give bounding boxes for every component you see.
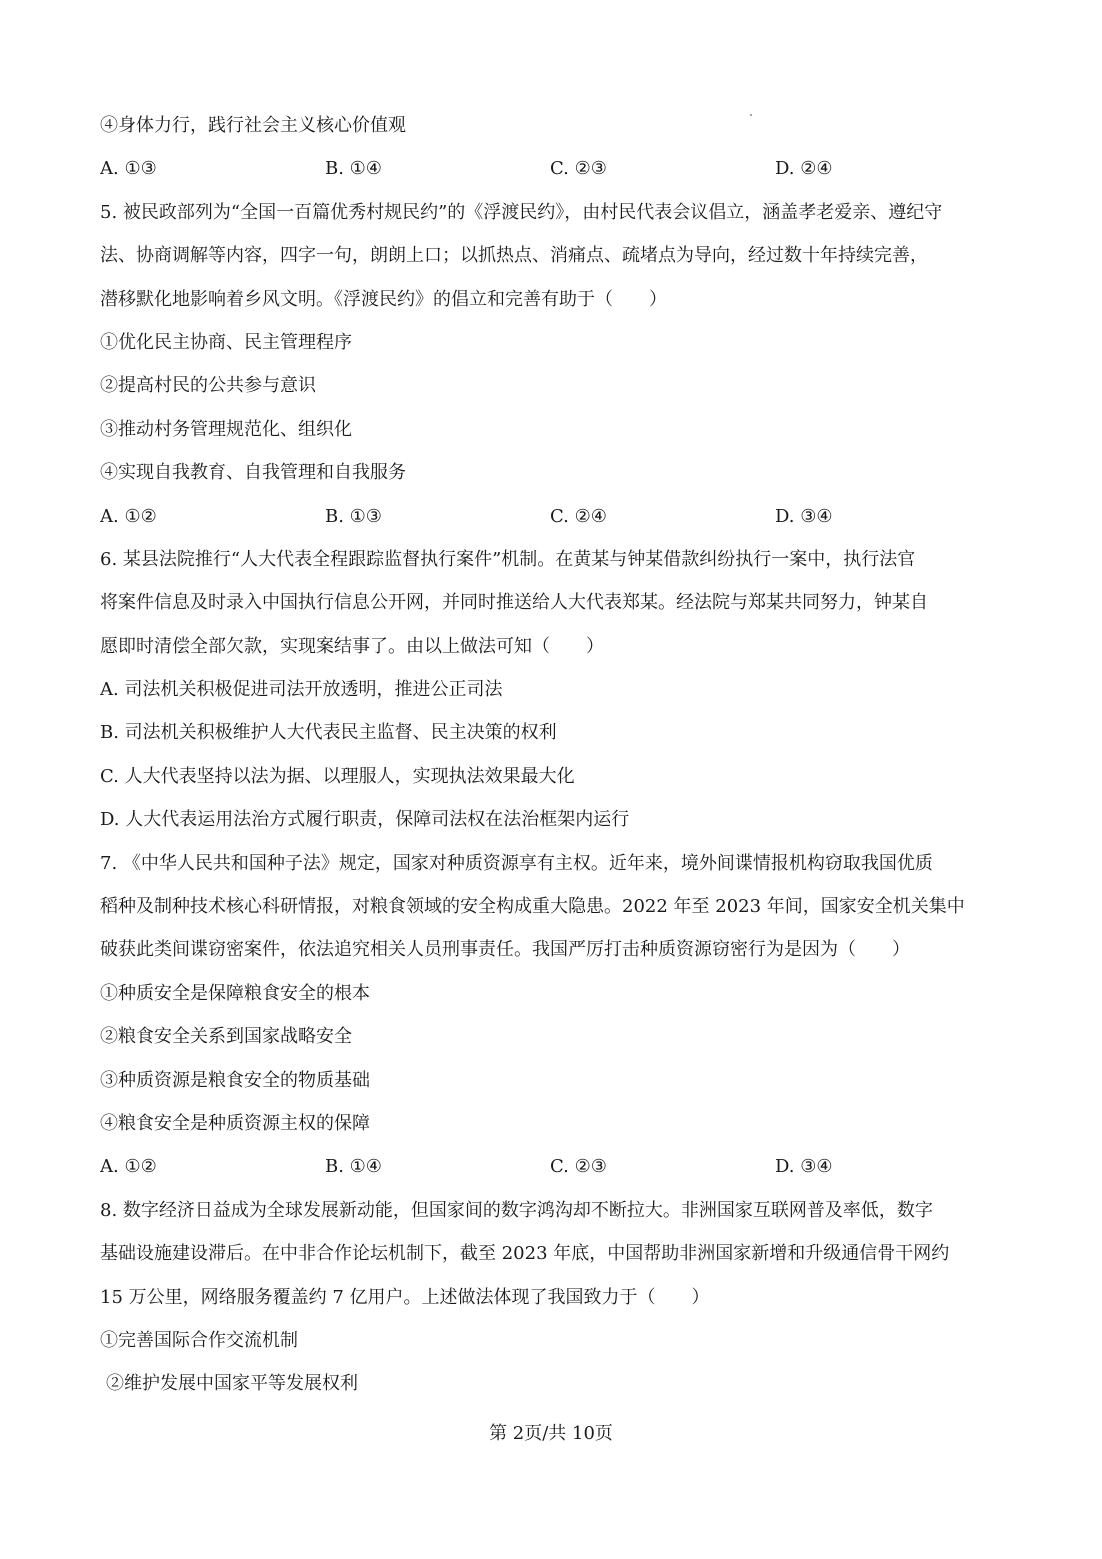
- question-6: [100, 538, 1005, 842]
- q8-stem-line: 15 万公里，网络服务覆盖约 7 亿用户。上述做法体现了我国致力于（ ）: [100, 1286, 710, 1308]
- page-number-footer: 第 2页/共 10页: [489, 1423, 613, 1444]
- q6-choice-c: C. 人大代表坚持以法为据、以理服人，实现执法效果最大化: [100, 765, 575, 787]
- q6-choice-d: D. 人大代表运用法治方式履行职责，保障司法权在法治框架内运行: [100, 809, 630, 831]
- q7-option-a: A. ①②: [100, 1156, 157, 1178]
- document-page: [100, 104, 1005, 1406]
- q8-item-1: ①完善国际合作交流机制: [100, 1329, 298, 1351]
- q7-item-2: ②粮食安全关系到国家战略安全: [100, 1026, 352, 1048]
- q7-stem-line: 稻种及制种技术核心科研情报，对粮食领域的安全构成重大隐患。2022 年至 2023 年间，国家安全机关集中: [100, 896, 965, 918]
- q6-choice-b: B. 司法机关积极维护人大代表民主监督、民主决策的权利: [100, 722, 557, 744]
- question-5: [100, 191, 1005, 538]
- q7-item-1: ①种质安全是保障粮食安全的根本: [100, 982, 370, 1004]
- q5-item-1: ①优化民主协商、民主管理程序: [100, 331, 352, 353]
- q5-item-3: ③推动村务管理规范化、组织化: [100, 418, 352, 440]
- q4-options: [100, 147, 1005, 190]
- q6-choice-a: A. 司法机关积极促进司法开放透明，推进公正司法: [100, 679, 503, 701]
- q4-option-a: A. ①③: [100, 158, 157, 180]
- q5-item-4: ④实现自我教育、自我管理和自我服务: [100, 462, 406, 484]
- q5-stem-line: 潜移默化地影响着乡风文明。《浮渡民约》的倡立和完善有助于（ ）: [100, 288, 667, 310]
- q7-options: [100, 1145, 1005, 1188]
- q6-stem-line: 愿即时清偿全部欠款，实现案结事了。由以上做法可知（ ）: [100, 635, 604, 657]
- q6-stem-line: 6. 某县法院推行“人大代表全程跟踪监督执行案件”机制。在黄某与钟某借款纠纷执行一案中，执行法官: [100, 548, 916, 570]
- q8-stem-line: 基础设施建设滞后。在中非合作论坛机制下，截至 2023 年底，中国帮助非洲国家新增和升级通信骨干网约: [100, 1243, 950, 1265]
- q7-item-4: ④粮食安全是种质资源主权的保障: [100, 1112, 370, 1134]
- q5-options: [100, 495, 1005, 538]
- q4-item-4: ④身体力行，践行社会主义核心价值观: [100, 115, 406, 136]
- question-8: [100, 1189, 1005, 1406]
- q7-stem-line: 7. 《中华人民共和国种子法》规定，国家对种质资源享有主权。近年来，境外间谍情报机构窃取我国优质: [100, 852, 933, 874]
- q8-item-2: ②维护发展中国家平等发展权利: [106, 1373, 358, 1395]
- q7-item-3: ③种质资源是粮食安全的物质基础: [100, 1069, 370, 1091]
- q4-option-d: D. ②④: [775, 158, 833, 180]
- q5-option-c: C. ②④: [550, 505, 607, 527]
- q7-stem-line: 破获此类间谍窃密案件，依法追究相关人员刑事责任。我国严厉打击种质资源窃密行为是因为（ ）: [100, 939, 910, 961]
- q6-stem-line: 将案件信息及时录入中国执行信息公开网，并同时推送给人大代表郑某。经法院与郑某共同努力，钟某自: [100, 592, 928, 614]
- q4-option-b: B. ①④: [325, 158, 382, 180]
- q7-option-d: D. ③④: [775, 1156, 833, 1178]
- q5-stem-line: 5. 被民政部列为“全国一百篇优秀村规民约”的《浮渡民约》，由村民代表会议倡立，涵盖孝老爱亲、遵纪守: [100, 201, 943, 223]
- q5-item-2: ②提高村民的公共参与意识: [100, 375, 316, 397]
- q7-option-b: B. ①④: [325, 1156, 382, 1178]
- q5-stem-line: 法、协商调解等内容，四字一句，朗朗上口；以抓热点、消痛点、疏堵点为导向，经过数十年持续完善，: [100, 245, 928, 267]
- q8-stem-line: 8. 数字经济日益成为全球发展新动能，但国家间的数字鸿沟却不断拉大。非洲国家互联网普及率低，数字: [100, 1199, 933, 1221]
- q5-option-a: A. ①②: [100, 505, 157, 527]
- q5-option-d: D. ③④: [775, 505, 833, 527]
- question-7: [100, 842, 1005, 1189]
- q4-option-c: C. ②③: [550, 158, 607, 180]
- q5-option-b: B. ①③: [325, 505, 382, 527]
- q7-option-c: C. ②③: [550, 1156, 607, 1178]
